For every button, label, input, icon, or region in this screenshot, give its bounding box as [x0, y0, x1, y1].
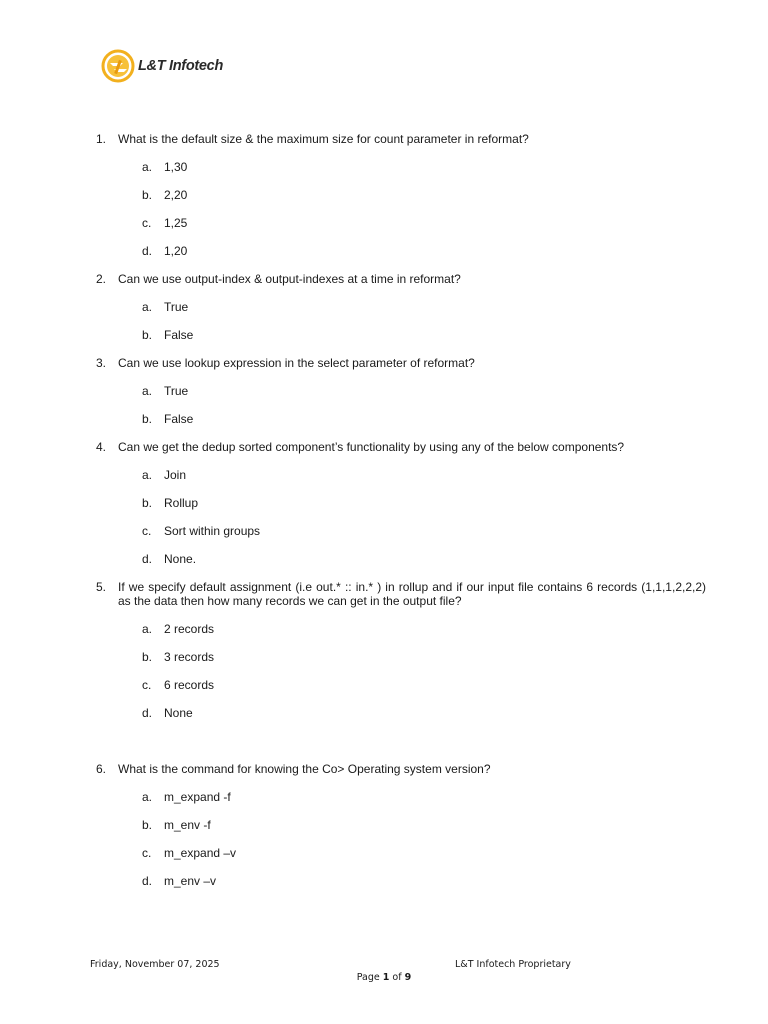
option-text: 1,30: [164, 160, 188, 174]
option-text: 1,20: [164, 244, 188, 258]
option-text: m_env -f: [164, 818, 211, 832]
question-number: 1.: [96, 132, 107, 146]
answer-option: [142, 328, 706, 342]
question: [96, 580, 706, 608]
answer-option: [142, 160, 706, 174]
option-text: m_expand -f: [164, 790, 231, 804]
question: [96, 762, 706, 776]
answer-option: [142, 874, 706, 888]
question-list: [96, 132, 706, 902]
option-letter: a.: [142, 622, 153, 636]
page-of: of: [392, 972, 402, 983]
option-text: 2,20: [164, 188, 188, 202]
answer-option: [142, 552, 706, 566]
option-text: 3 records: [164, 650, 215, 664]
answer-option: [142, 384, 706, 398]
option-text: m_expand –v: [164, 846, 237, 860]
option-letter: a.: [142, 160, 153, 174]
option-text: 2 records: [164, 622, 215, 636]
option-letter: a.: [142, 468, 153, 482]
answer-option: [142, 818, 706, 832]
option-text: None.: [164, 552, 197, 566]
logo-text: L&T Infotech: [138, 58, 224, 74]
option-letter: b.: [142, 412, 153, 426]
lt-logo-icon: [101, 49, 135, 83]
option-letter: d.: [142, 244, 153, 258]
footer-proprietary: L&T Infotech Proprietary: [455, 959, 571, 970]
answer-option: [142, 412, 706, 426]
option-letter: a.: [142, 790, 153, 804]
question-number: 6.: [96, 762, 107, 776]
option-letter: a.: [142, 300, 153, 314]
page-number: [0, 972, 768, 983]
question-number: 3.: [96, 356, 107, 370]
answer-option: [142, 468, 706, 482]
option-text: False: [164, 328, 194, 342]
question-text: What is the command for knowing the Co> Operating system version?: [118, 762, 491, 776]
page-prefix: Page: [356, 972, 380, 983]
option-letter: b.: [142, 496, 153, 510]
option-letter: d.: [142, 706, 153, 720]
question-text: Can we use output-index & output-indexes at a time in reformat?: [118, 272, 461, 286]
answer-option: [142, 188, 706, 202]
option-text: m_env –v: [164, 874, 217, 888]
option-letter: d.: [142, 552, 153, 566]
option-text: Join: [164, 468, 187, 482]
spacer: [96, 734, 706, 762]
answer-option: [142, 622, 706, 636]
answer-option: [142, 846, 706, 860]
question-number: 4.: [96, 440, 107, 454]
page-current: 1: [382, 972, 390, 983]
answer-option: [142, 678, 706, 692]
option-text: True: [164, 300, 189, 314]
question-number: 2.: [96, 272, 107, 286]
answer-option: [142, 300, 706, 314]
option-text: Sort within groups: [164, 524, 261, 538]
option-letter: b.: [142, 650, 153, 664]
option-letter: a.: [142, 384, 153, 398]
option-text: None: [164, 706, 193, 720]
option-text: 1,25: [164, 216, 188, 230]
page-total: 9: [404, 972, 412, 983]
option-letter: c.: [142, 524, 152, 538]
answer-option: [142, 706, 706, 720]
answer-option: [142, 244, 706, 258]
option-text: 6 records: [164, 678, 215, 692]
answer-option: [142, 216, 706, 230]
question: [96, 132, 706, 146]
option-text: True: [164, 384, 189, 398]
question: [96, 272, 706, 286]
option-letter: b.: [142, 328, 153, 342]
answer-option: [142, 496, 706, 510]
question: [96, 356, 706, 370]
question-text: Can we get the dedup sorted component’s functionality by using any of the below components?: [118, 440, 625, 454]
option-letter: b.: [142, 188, 153, 202]
answer-option: [142, 790, 706, 804]
question-text: Can we use lookup expression in the select parameter of reformat?: [118, 356, 475, 370]
option-letter: c.: [142, 216, 152, 230]
question-text: What is the default size & the maximum size for count parameter in reformat?: [118, 132, 529, 146]
question-text: If we specify default assignment (i.e out.* :: in.* ) in rollup and if our input file contains 6 records (1,1,1,2,2,2) as the data then how many records we can get in the output file?: [118, 580, 706, 608]
option-letter: d.: [142, 874, 153, 888]
question-number: 5.: [96, 580, 107, 594]
option-letter: c.: [142, 678, 152, 692]
option-letter: c.: [142, 846, 152, 860]
question: [96, 440, 706, 454]
option-letter: b.: [142, 818, 153, 832]
company-logo: [101, 49, 223, 83]
option-text: False: [164, 412, 194, 426]
answer-option: [142, 650, 706, 664]
footer-date: Friday, November 07, 2025: [90, 959, 220, 970]
answer-option: [142, 524, 706, 538]
option-text: Rollup: [164, 496, 199, 510]
